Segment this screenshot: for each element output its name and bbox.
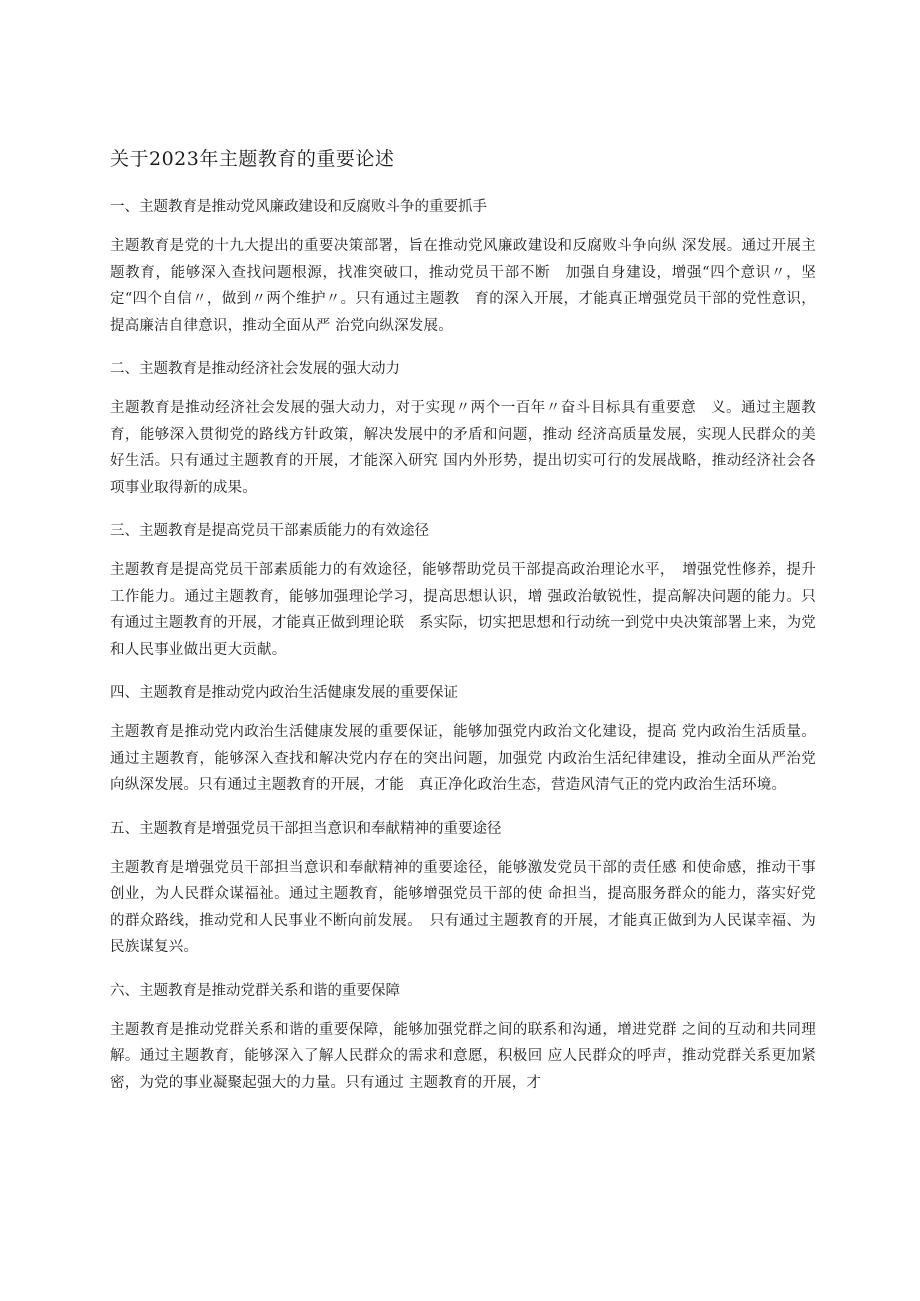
section-heading: 四、主题教育是推动党内政治生活健康发展的重要保证: [110, 685, 458, 701]
document-page: [110, 145, 816, 1114]
section-paragraph: 主题教育是推动经济社会发展的强大动力，对于实现〃两个一百年〃奋斗目标具有重要意 义。通过主题教育，能够深入贯彻党的路线方针政策，解决发展中的矛盾和问题，推动 经济高质量发展，实现人民群众的美好生活。只有通过主题教育的开展，才能深入研究 国内外形势，提出切实可行的发展战略，推动经济社会各项事业取得新的成果。: [110, 400, 816, 496]
section-paragraph: 主题教育是推动党群关系和谐的重要保障，能够加强党群之间的联系和沟通，增进党群 之间的互动和共同理解。通过主题教育，能够深入了解人民群众的需求和意愿，积极回 应人民群众的呼声，推动党群关系更加紧密，为党的事业凝聚起强大的力量。只有通过 主题教育的开展，才: [110, 1021, 816, 1091]
section-heading: 三、主题教育是提高党员干部素质能力的有效途径: [110, 523, 429, 539]
section-paragraph: 主题教育是提高党员干部素质能力的有效途径，能够帮助党员干部提高政治理论水平， 增强党性修养，提升工作能力。通过主题教育，能够加强理论学习，提高思想认识，增 强政治敏锐性，提高解决问题的能力。只有通过主题教育的开展，才能真正做到理论联 系实际，切实把思想和行动统一到党中央决策部署上来，为党和人民事业做出更大贡献。: [110, 562, 816, 658]
section-paragraph: 主题教育是党的十九大提出的重要决策部署，旨在推动党风廉政建设和反腐败斗争向纵 深发展。通过开展主题教育，能够深入查找问题根源，找准突破口，推动党员干部不断 加强自身建设，增强“四个意识〃，坚定“四个自信〃，做到〃两个维护〃。只有通过主题教 育的深入开展，才能真正增强党员干部的党性意识，提高廉洁自律意识，推动全面从严 治党向纵深发展。: [110, 238, 816, 334]
section-1: [110, 195, 816, 339]
section-heading: 一、主题教育是推动党风廉政建设和反腐败斗争的重要抓手: [110, 199, 487, 215]
section-2: [110, 357, 816, 501]
section-heading: 五、主题教育是增强党员干部担当意识和奉献精神的重要途径: [110, 820, 502, 837]
section-5: [110, 817, 816, 961]
section-6: [110, 979, 816, 1097]
document-title: 关于2023年主题教育的重要论述: [110, 148, 395, 170]
section-paragraph: 主题教育是推动党内政治生活健康发展的重要保证，能够加强党内政治文化建设，提高 党内政治生活质量。通过主题教育，能够深入查找和解决党内存在的突出问题，加强党 内政治生活纪律建设，推动全面从严治党向纵深发展。只有通过主题教育的开展，才能 真正净化政治生态，营造风清气正的党内政治生活环境。: [110, 724, 816, 793]
section-paragraph: 主题教育是增强党员干部担当意识和奉献精神的重要途径，能够激发党员干部的责任感 和使命感，推动干事创业，为人民群众谋福祉。通过主题教育，能够增强党员干部的使 命担当，提高服务群众的能力，落实好党的群众路线，推动党和人民事业不断向前发展。 只有通过主题教育的开展，才能真正做到为人民谋幸福、为民族谋复兴。: [110, 859, 816, 955]
section-3: [110, 519, 816, 663]
section-4: [110, 681, 816, 799]
section-heading: 二、主题教育是推动经济社会发展的强大动力: [110, 361, 400, 377]
section-heading: 六、主题教育是推动党群关系和谐的重要保障: [110, 982, 400, 999]
